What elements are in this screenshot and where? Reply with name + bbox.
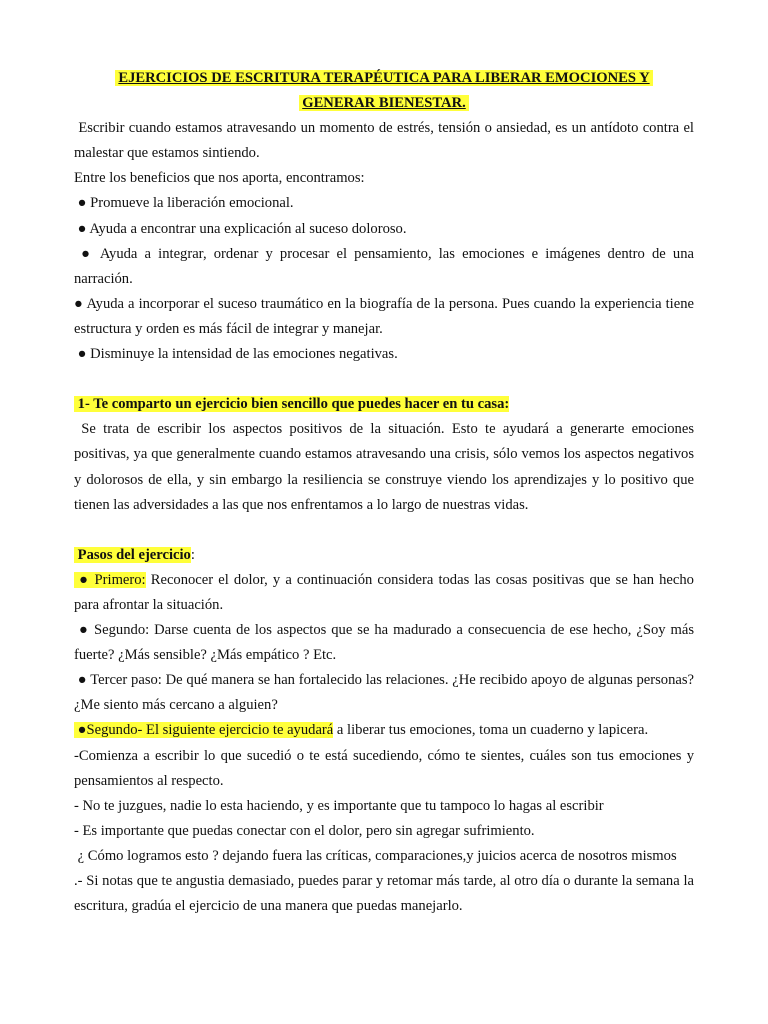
benefit-item: ● Promueve la liberación emocional. <box>74 195 294 212</box>
document-title <box>74 66 694 116</box>
section-1-body: Se trata de escribir los aspectos positivos de la situación. Esto te ayudará a generarte emociones positivas, ya que generalmente cuando estamos atravesando una crisis, sólo vemos los aspectos negativos y dolorosos de ella, y sin embargo la resiliencia se construye viendo los aprendizajes y lo positivo que tienen las adversidades a las que nos enfrentamos a lo largo de nuestras vidas. <box>74 421 698 513</box>
instruction-item: ¿ Cómo logramos esto ? dejando fuera las críticas, comparaciones,y juicios acerca de nosotros mismos <box>74 847 677 864</box>
spacer <box>74 518 694 543</box>
step-1 <box>74 568 698 618</box>
instruction-item: -Comienza a escribir lo que sucedió o te está sucediendo, cómo te sientes, cuáles son tus emociones y pensamientos al respecto. <box>74 747 698 789</box>
spacer <box>74 367 694 392</box>
step-4-text: a liberar tus emociones, toma un cuaderno y lapicera. <box>333 722 649 739</box>
benefit-item: ● Ayuda a incorporar el suceso traumático en la biografía de la persona. Pues cuando la experiencia tiene estructura y orden es más fácil de integrar y manejar. <box>74 295 698 337</box>
instruction-item: .- Si notas que te angustia demasiado, puedes parar y retomar más tarde, al otro día o durante la semana la escritura, gradúa el ejercicio de una manera que puedas manejarlo. <box>74 873 698 915</box>
step-1-label: ● Primero: <box>74 571 146 588</box>
instruction-item: - Es importante que puedas conectar con el dolor, pero sin agregar sufrimiento. <box>74 822 535 839</box>
instruction-item: - No te juzgues, nadie lo esta haciendo, y es importante que tu tampoco lo hagas al escribir <box>74 797 604 814</box>
step-1-text: Reconocer el dolor, y a continuación considera todas las cosas positivas que se han hecho para afrontar la situación. <box>74 571 698 613</box>
intro-paragraph: Escribir cuando estamos atravesando un momento de estrés, tensión o ansiedad, es un antídoto contra el malestar que estamos sintiendo. <box>74 120 698 162</box>
title-line-2: GENERAR BIENESTAR. <box>299 95 469 111</box>
section-1-heading-text: 1- Te comparto un ejercicio bien sencillo que puedes hacer en tu casa: <box>74 396 510 413</box>
step-4-label: ●Segundo- El siguiente ejercicio te ayudará <box>74 722 334 739</box>
benefits-intro: Entre los beneficios que nos aporta, encontramos: <box>74 170 365 187</box>
title-line-1: EJERCICIOS DE ESCRITURA TERAPÉUTICA PARA LIBERAR EMOCIONES Y <box>115 70 652 86</box>
steps-heading-colon: : <box>190 546 195 563</box>
step-3: ● Tercer paso: De qué manera se han fortalecido las relaciones. ¿He recibido apoyo de algunas personas? ¿Me siento más cercano a alguien? <box>74 672 698 714</box>
steps-heading-text: Pasos del ejercicio <box>74 546 191 563</box>
step-2: ● Segundo: Darse cuenta de los aspectos que se ha madurado a consecuencia de ese hecho, ¿Soy más fuerte? ¿Más sensible? ¿Más empático ? Etc. <box>74 622 698 664</box>
benefit-item: ● Ayuda a encontrar una explicación al suceso doloroso. <box>74 220 407 237</box>
benefit-item: ● Ayuda a integrar, ordenar y procesar el pensamiento, las emociones e imágenes dentro de una narración. <box>74 245 698 287</box>
steps-heading <box>74 543 694 568</box>
benefit-item: ● Disminuye la intensidad de las emociones negativas. <box>74 346 398 363</box>
section-1-heading <box>74 392 694 417</box>
document-page <box>74 66 698 919</box>
step-4 <box>74 718 694 743</box>
